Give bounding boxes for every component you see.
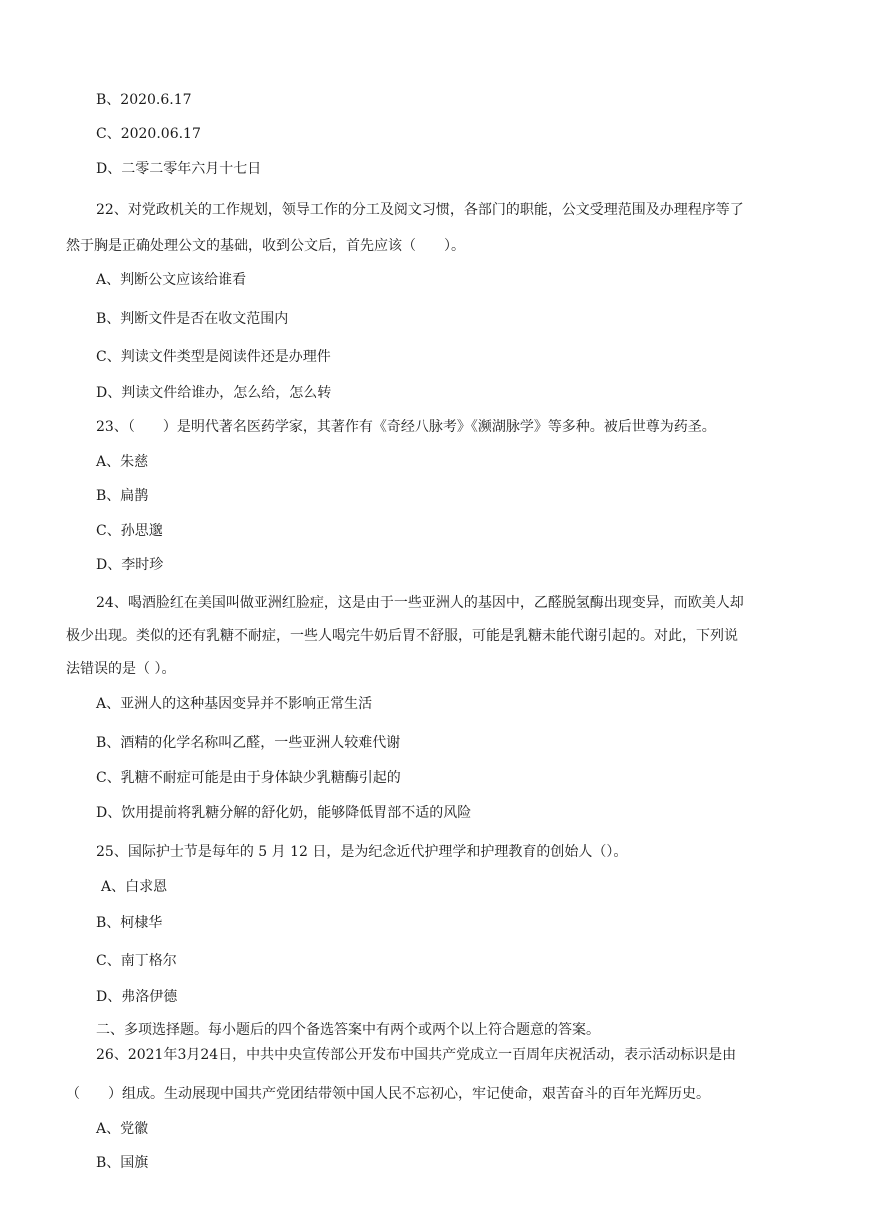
option-b-date-1: B、2020.6.17: [96, 92, 192, 108]
question-24-continued: 极少出现。类似的还有乳糖不耐症，一些人喝完牛奶后胃不舒服，可能是乳糖未能代谢引起的。对此，下列说: [66, 628, 738, 644]
question-23-option-b: B、扁鹊: [96, 488, 149, 504]
option-c-date-1: C、2020.06.17: [96, 126, 201, 142]
question-24-option-c: C、乳糖不耐症可能是由于身体缺少乳糖酶引起的: [96, 770, 401, 786]
question-25-option-a: A、白求恩: [101, 879, 168, 895]
question-23-option-a: A、朱慈: [96, 454, 149, 470]
question-26: 26、2021年3月24日，中共中央宣传部公开发布中国共产党成立一百周年庆祝活动，表示活动标识是由: [96, 1047, 737, 1063]
question-24: 24、喝酒脸红在美国叫做亚洲红脸症，这是由于一些亚洲人的基因中，乙醛脱氢酶出现变异，而欧美人却: [96, 595, 744, 611]
question-22-continued: 然于胸是正确处理公文的基础，收到公文后，首先应该（ ）。: [66, 238, 465, 254]
question-25-option-b: B、柯棣华: [96, 915, 163, 931]
question-24-option-b: B、酒精的化学名称叫乙醛，一些亚洲人较难代谢: [96, 735, 401, 751]
question-25-option-d: D、弗洛伊德: [96, 989, 178, 1005]
question-22-option-c: C、判读文件类型是阅读件还是办理件: [96, 349, 331, 365]
section-heading-multiple-choice: 二、多项选择题。每小题后的四个备选答案中有两个或两个以上符合题意的答案。: [96, 1022, 600, 1038]
question-23-option-d: D、李时珍: [96, 557, 164, 573]
question-22-option-a: A、判断公文应该给谁看: [96, 272, 247, 288]
question-22: 22、对党政机关的工作规划，领导工作的分工及阅文习惯，各部门的职能，公文受理范围及办理程序等了: [96, 202, 744, 218]
question-23-option-c: C、孙思邈: [96, 523, 163, 539]
question-24-continued-2: 法错误的是（ ）。: [66, 661, 176, 677]
question-26-continued: （ ）组成。生动展现中国共产党团结带领中国人民不忘初心，牢记使命，艰苦奋斗的百年光辉历史。: [66, 1086, 710, 1102]
question-22-option-d: D、判读文件给谁办，怎么给，怎么转: [96, 385, 332, 401]
question-25: 25、国际护士节是每年的 5 月 12 日，是为纪念近代护理学和护理教育的创始人（）。: [96, 844, 628, 860]
question-26-option-b: B、国旗: [96, 1155, 149, 1171]
question-23: 23、（ ）是明代著名医药学家，其著作有《奇经八脉考》《濒湖脉学》等多种。被后世尊为药圣。: [96, 419, 716, 435]
question-25-option-c: C、南丁格尔: [96, 953, 177, 969]
question-24-option-d: D、饮用提前将乳糖分解的舒化奶，能够降低胃部不适的风险: [96, 805, 472, 821]
question-22-option-b: B、判断文件是否在收文范围内: [96, 311, 289, 327]
option-d-date-1: D、二零二零年六月十七日: [96, 161, 262, 177]
question-26-option-a: A、党徽: [96, 1121, 149, 1137]
question-24-option-a: A、亚洲人的这种基因变异并不影响正常生活: [96, 696, 373, 712]
